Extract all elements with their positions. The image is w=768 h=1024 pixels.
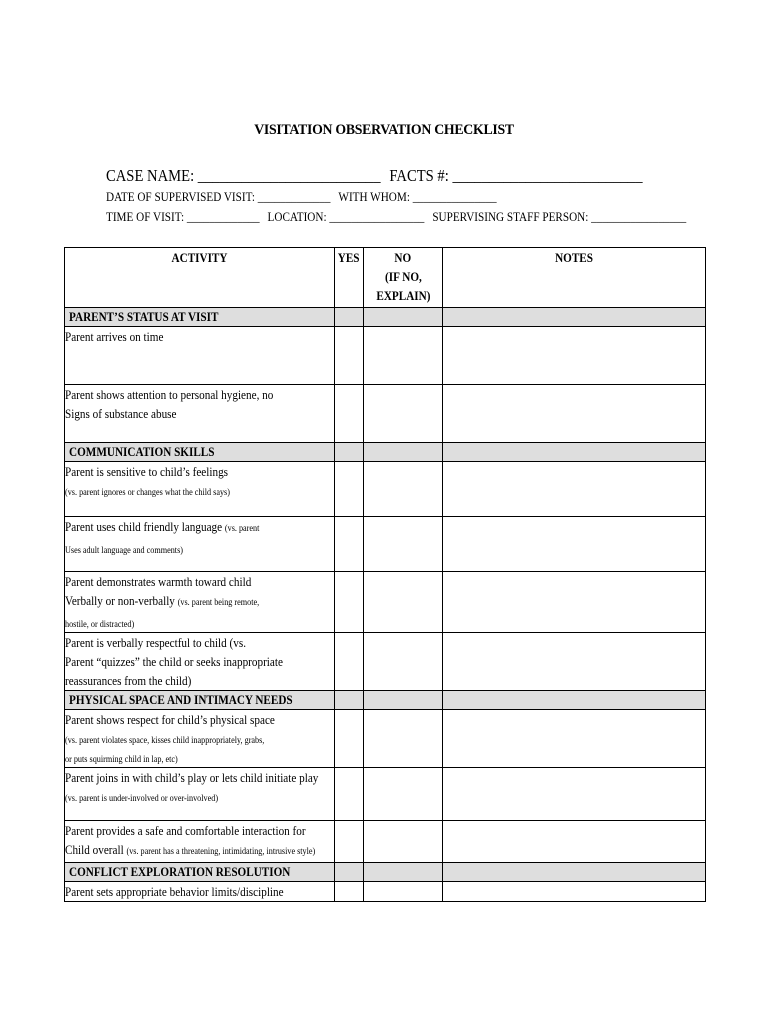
col-yes: YES xyxy=(335,248,364,308)
notes-cell[interactable] xyxy=(443,462,706,517)
no-cell[interactable] xyxy=(364,462,443,517)
activity-cell: Parent provides a safe and comfortable interaction for Child overall (vs. parent has a threatening, intimidating, intrusive style) xyxy=(65,821,335,863)
notes-cell[interactable] xyxy=(443,385,706,443)
yes-cell[interactable] xyxy=(335,691,364,710)
visit-time-line xyxy=(106,209,686,225)
checklist-row xyxy=(65,327,706,385)
no-cell[interactable] xyxy=(364,882,443,902)
activity-cell: Parent arrives on time xyxy=(65,327,335,385)
location-field[interactable]: LOCATION: _________________ xyxy=(267,209,425,224)
yes-cell[interactable] xyxy=(335,443,364,462)
checklist-row xyxy=(65,710,706,768)
yes-cell[interactable] xyxy=(335,308,364,327)
notes-cell[interactable] xyxy=(443,882,706,902)
checklist-row xyxy=(65,517,706,572)
checklist-table xyxy=(64,247,706,902)
no-cell[interactable] xyxy=(364,572,443,633)
notes-cell[interactable] xyxy=(443,821,706,863)
notes-cell[interactable] xyxy=(443,327,706,385)
yes-cell[interactable] xyxy=(335,821,364,863)
activity-cell: Parent is verbally respectful to child (vs. Parent “quizzes” the child or seeks inappropriate reassurances from the child) xyxy=(65,633,335,691)
activity-cell: Parent is sensitive to child’s feelings (vs. parent ignores or changes what the child says) xyxy=(65,462,335,517)
notes-cell[interactable] xyxy=(443,572,706,633)
section-row xyxy=(65,863,706,882)
no-cell[interactable] xyxy=(364,863,443,882)
checklist-row xyxy=(65,633,706,691)
no-cell[interactable] xyxy=(364,710,443,768)
section-title: PHYSICAL SPACE AND INTIMACY NEEDS xyxy=(65,691,335,710)
no-cell[interactable] xyxy=(364,517,443,572)
no-cell[interactable] xyxy=(364,327,443,385)
yes-cell[interactable] xyxy=(335,710,364,768)
notes-cell[interactable] xyxy=(443,308,706,327)
notes-cell[interactable] xyxy=(443,443,706,462)
notes-cell[interactable] xyxy=(443,633,706,691)
no-cell[interactable] xyxy=(364,821,443,863)
col-no: NO (IF NO, EXPLAIN) xyxy=(364,248,443,308)
activity-cell: Parent demonstrates warmth toward child Verbally or non-verbally (vs. parent being remote, hostile, or distracted) xyxy=(65,572,335,633)
activity-cell: Parent joins in with child’s play or lets child initiate play (vs. parent is under-involved or over-involved) xyxy=(65,768,335,821)
header-row xyxy=(65,248,706,308)
checklist-row xyxy=(65,462,706,517)
case-line xyxy=(106,166,643,186)
activity-cell: Parent shows respect for child’s physical space (vs. parent violates space, kisses child inappropriately, grabs, or puts squirming child in lap, etc) xyxy=(65,710,335,768)
activity-cell: Parent sets appropriate behavior limits/discipline xyxy=(65,882,335,902)
checklist-row xyxy=(65,385,706,443)
with-whom-field[interactable]: WITH WHOM: _______________ xyxy=(338,189,497,204)
form-title: VISITATION OBSERVATION CHECKLIST xyxy=(254,122,514,138)
yes-cell[interactable] xyxy=(335,327,364,385)
section-row xyxy=(65,691,706,710)
checklist-row xyxy=(65,882,706,902)
checklist-row xyxy=(65,821,706,863)
col-activity: ACTIVITY xyxy=(65,248,335,308)
staff-field[interactable]: SUPERVISING STAFF PERSON: _________________ xyxy=(432,209,687,224)
no-cell[interactable] xyxy=(364,633,443,691)
section-row xyxy=(65,308,706,327)
no-cell[interactable] xyxy=(364,691,443,710)
yes-cell[interactable] xyxy=(335,633,364,691)
yes-cell[interactable] xyxy=(335,882,364,902)
visit-date-line xyxy=(106,189,497,205)
yes-cell[interactable] xyxy=(335,863,364,882)
yes-cell[interactable] xyxy=(335,572,364,633)
section-title: COMMUNICATION SKILLS xyxy=(65,443,335,462)
no-cell[interactable] xyxy=(364,443,443,462)
notes-cell[interactable] xyxy=(443,710,706,768)
activity-cell: Parent shows attention to personal hygiene, no Signs of substance abuse xyxy=(65,385,335,443)
no-cell[interactable] xyxy=(364,768,443,821)
visit-date-field[interactable]: DATE OF SUPERVISED VISIT: _____________ xyxy=(106,189,331,204)
yes-cell[interactable] xyxy=(335,385,364,443)
yes-cell[interactable] xyxy=(335,768,364,821)
case-name-field[interactable]: CASE NAME: _________________________ xyxy=(106,166,381,185)
yes-cell[interactable] xyxy=(335,462,364,517)
section-title: PARENT’S STATUS AT VISIT xyxy=(65,308,335,327)
section-title: CONFLICT EXPLORATION RESOLUTION xyxy=(65,863,335,882)
no-cell[interactable] xyxy=(364,308,443,327)
no-cell[interactable] xyxy=(364,385,443,443)
facts-field[interactable]: FACTS #: __________________________ xyxy=(389,166,643,185)
notes-cell[interactable] xyxy=(443,691,706,710)
activity-cell: Parent uses child friendly language (vs. parent Uses adult language and comments) xyxy=(65,517,335,572)
section-row xyxy=(65,443,706,462)
notes-cell[interactable] xyxy=(443,517,706,572)
notes-cell[interactable] xyxy=(443,863,706,882)
notes-cell[interactable] xyxy=(443,768,706,821)
col-notes: NOTES xyxy=(443,248,706,308)
yes-cell[interactable] xyxy=(335,517,364,572)
visit-time-field[interactable]: TIME OF VISIT: _____________ xyxy=(106,209,260,224)
checklist-row xyxy=(65,572,706,633)
checklist-row xyxy=(65,768,706,821)
